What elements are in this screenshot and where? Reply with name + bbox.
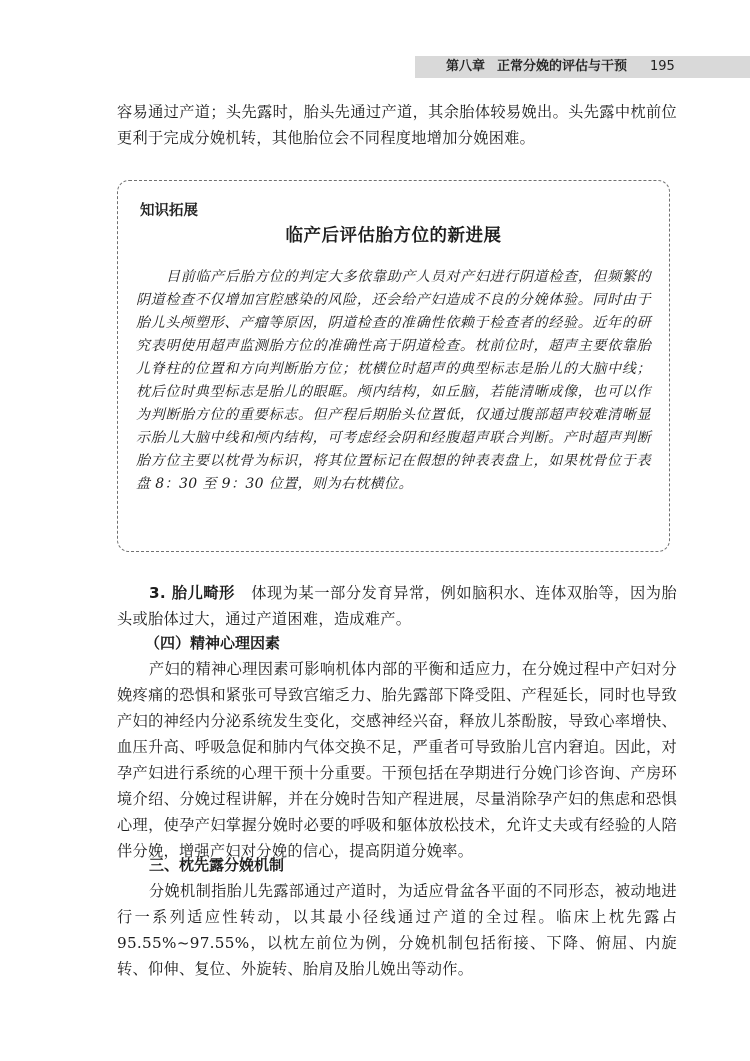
running-header xyxy=(446,56,627,78)
section-heading-mechanism: 三、枕先露分娩机制 xyxy=(149,856,285,874)
item-text: 体现为某一部分发育异常，例如脑积水、连体双胎等，因为胎头或胎体过大，通过产道困难，造成难产。 xyxy=(117,584,677,628)
item-fetal-malformation xyxy=(117,580,677,632)
section-mechanism-paragraph: 分娩机制指胎儿先露部通过产道时，为适应骨盆各平面的不同形态，被动地进行一系列适应性转动，以其最小径线通过产道的全过程。临床上枕先露占 95.55%~97.55%，以枕左前位为例，分娩机制包括衔接、下降、俯屈、内旋转、仰伸、复位、外旋转、胎肩及胎儿娩出等动作。 xyxy=(117,882,677,978)
chapter-label: 第八章 xyxy=(446,59,486,74)
section-heading-psych: （四）精神心理因素 xyxy=(145,634,281,652)
page-number: 195 xyxy=(650,59,675,74)
item-label: 3. 胎儿畸形 xyxy=(149,584,235,602)
intro-paragraph: 容易通过产道；头先露时，胎头先通过产道，其余胎体较易娩出。头先露中枕前位更利于完成分娩机转，其他胎位会不同程度地增加分娩困难。 xyxy=(117,103,677,147)
section-psych-paragraph: 产妇的精神心理因素可影响机体内部的平衡和适应力，在分娩过程中产妇对分娩疼痛的恐惧和紧张可导致宫缩乏力、胎先露部下降受阻、产程延长，同时也导致产妇的神经内分泌系统发生变化，交感神经兴奋，释放儿茶酚胺，导致心率增快、血压升高、呼吸急促和肺内气体交换不足，严重者可导致胎儿宫内窘迫。因此，对孕产妇进行系统的心理干预十分重要。干预包括在孕期进行分娩门诊咨询、产房环境介绍、分娩过程讲解，并在分娩时告知产程进展，尽量消除孕产妇的焦虑和恐惧心理，使孕产妇掌握分娩时必要的呼吸和躯体放松技术，允许丈夫或有经验的人陪伴分娩，增强产妇对分娩的信心，提高阴道分娩率。 xyxy=(117,660,677,860)
chapter-title: 正常分娩的评估与干预 xyxy=(497,59,628,74)
knowledge-box-title: 临产后评估胎方位的新进展 xyxy=(285,226,502,246)
knowledge-box-body: 目前临产后胎方位的判定大多依靠助产人员对产妇进行阴道检查，但频繁的阴道检查不仅增加宫腔感染的风险，还会给产妇造成不良的分娩体验。同时由于胎儿头颅塑形、产瘤等原因，阴道检查的准确性依赖于检查者的经验。近年的研究表明使用超声监测胎方位的准确性高于阴道检查。枕前位时，超声主要依靠胎儿脊柱的位置和方向判断胎方位；枕横位时超声的典型标志是胎儿的大脑中线；枕后位时典型标志是胎儿的眼眶。颅内结构，如丘脑，若能清晰成像，也可以作为判断胎方位的重要标志。但产程后期胎头位置低，仅通过腹部超声较难清晰显示胎儿大脑中线和颅内结构，可考虑经会阴和经腹超声联合判断。产时超声判断胎方位主要以枕骨为标识，将其位置标记在假想的钟表表盘上，如果枕骨位于表盘 8：30 至 9：30 位置，则为右枕横位。 xyxy=(136,269,651,492)
knowledge-box-label: 知识拓展 xyxy=(140,203,198,219)
